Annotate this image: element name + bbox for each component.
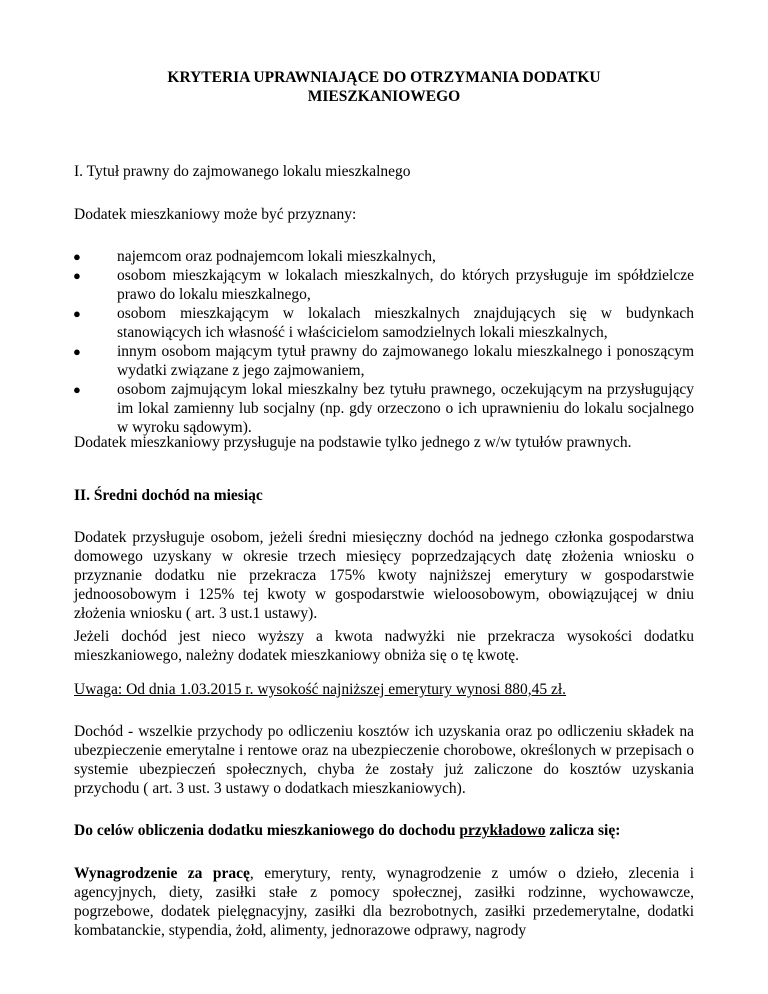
- list-item: ● osobom mieszkającym w lokalach mieszkalnych, do których przysługuje im spółdzielcze prawo do lokalu mieszkalnego,: [73, 267, 694, 303]
- bullet-icon: ●: [73, 382, 81, 397]
- eligibility-list: [74, 247, 694, 437]
- section-2-heading: II. Średni dochód na miesiąc: [74, 487, 263, 504]
- list-item: ● osobom zajmującym lokal mieszkalny bez tytułu prawnego, oczekującym na przysługujący im lokal zamienny lub socjalny (np. gdy orzeczono o ich uprawnieniu do lokalu socjalnego w wyroku sądowym).: [73, 381, 694, 436]
- bullet-icon: ●: [73, 249, 81, 264]
- income-heading: Do celów obliczenia dodatku mieszkaniowego do dochodu przykładowo zalicza się:: [74, 822, 621, 839]
- list-item: ● najemcom oraz podnajemcom lokali mieszkalnych,: [73, 248, 436, 265]
- title-line-1: KRYTERIA UPRAWNIAJĄCE DO OTRZYMANIA DODATKU: [167, 69, 601, 86]
- pension-note: Uwaga: Od dnia 1.03.2015 r. wysokość najniższej emerytury wynosi 880,45 zł.: [74, 681, 567, 698]
- list-item: ● innym osobom mającym tytuł prawny do zajmowanego lokalu mieszkalnego i ponoszącym wydatki związane z jego zajmowaniem,: [73, 343, 694, 379]
- income-definition-paragraph: Dochód - wszelkie przychody po odliczeniu kosztów ich uzyskania oraz po odliczeniu składek na ubezpieczenie emerytalne i rentowe oraz na ubezpieczenie chorobowe, określonych w przepisach o systemie ubezpieczeń społecznych, chyba że zostały już zaliczone do kosztów uzyskania przychodu ( art. 3 ust. 3 ustawy o dodatkach mieszkaniowych).: [74, 723, 694, 797]
- list-item: ● osobom mieszkającym w lokalach mieszkalnych znajdujących się w budynkach stanowiących ich własność i właścicielom samodzielnych lokali mieszkalnych,: [73, 305, 694, 341]
- bullet-icon: ●: [73, 306, 81, 321]
- section-1-intro: Dodatek mieszkaniowy może być przyznany:: [74, 206, 357, 223]
- income-threshold-paragraph: Dodatek przysługuje osobom, jeżeli średni miesięczny dochód na jednego członka gospodarstwa domowego uzyskany w okresie trzech miesięcy poprzedzających datę złożenia wniosku o przyznanie dodatku nie przekracza 175% kwoty najniższej emerytury w gospodarstwie jednoosobowym i 125% tej kwoty w gospodarstwie wieloosobowym, obowiązującej w dniu złożenia wniosku ( art. 3 ust.1 ustawy).: [74, 529, 694, 622]
- document-title: [74, 68, 694, 106]
- bullet-icon: ●: [73, 344, 81, 359]
- income-items-paragraph: Wynagrodzenie za pracę, emerytury, renty, wynagrodzenie z umów o dzieło, zlecenia i agencyjnych, diety, zasiłki stałe z pomocy społecznej, zasiłki rodzinne, wychowawcze, pogrzebowe, dodatek pielęgnacyjny, zasiłki dla bezrobotnych, zasiłki przedemerytalne, dodatki kombatanckie, stypendia, żołd, alimenty, jednorazowe odprawy, nagrody: [74, 865, 694, 939]
- section-1-heading: I. Tytuł prawny do zajmowanego lokalu mieszkalnego: [74, 163, 411, 180]
- title-line-2: MIESZKANIOWEGO: [307, 88, 461, 105]
- bullet-icon: ●: [73, 268, 81, 283]
- section-1-closing: Dodatek mieszkaniowy przysługuje na podstawie tylko jednego z w/w tytułów prawnych.: [74, 434, 632, 451]
- surplus-paragraph: Jeżeli dochód jest nieco wyższy a kwota nadwyżki nie przekracza wysokości dodatku mieszkaniowego, należny dodatek mieszkaniowy obniża się o tę kwotę.: [74, 628, 694, 664]
